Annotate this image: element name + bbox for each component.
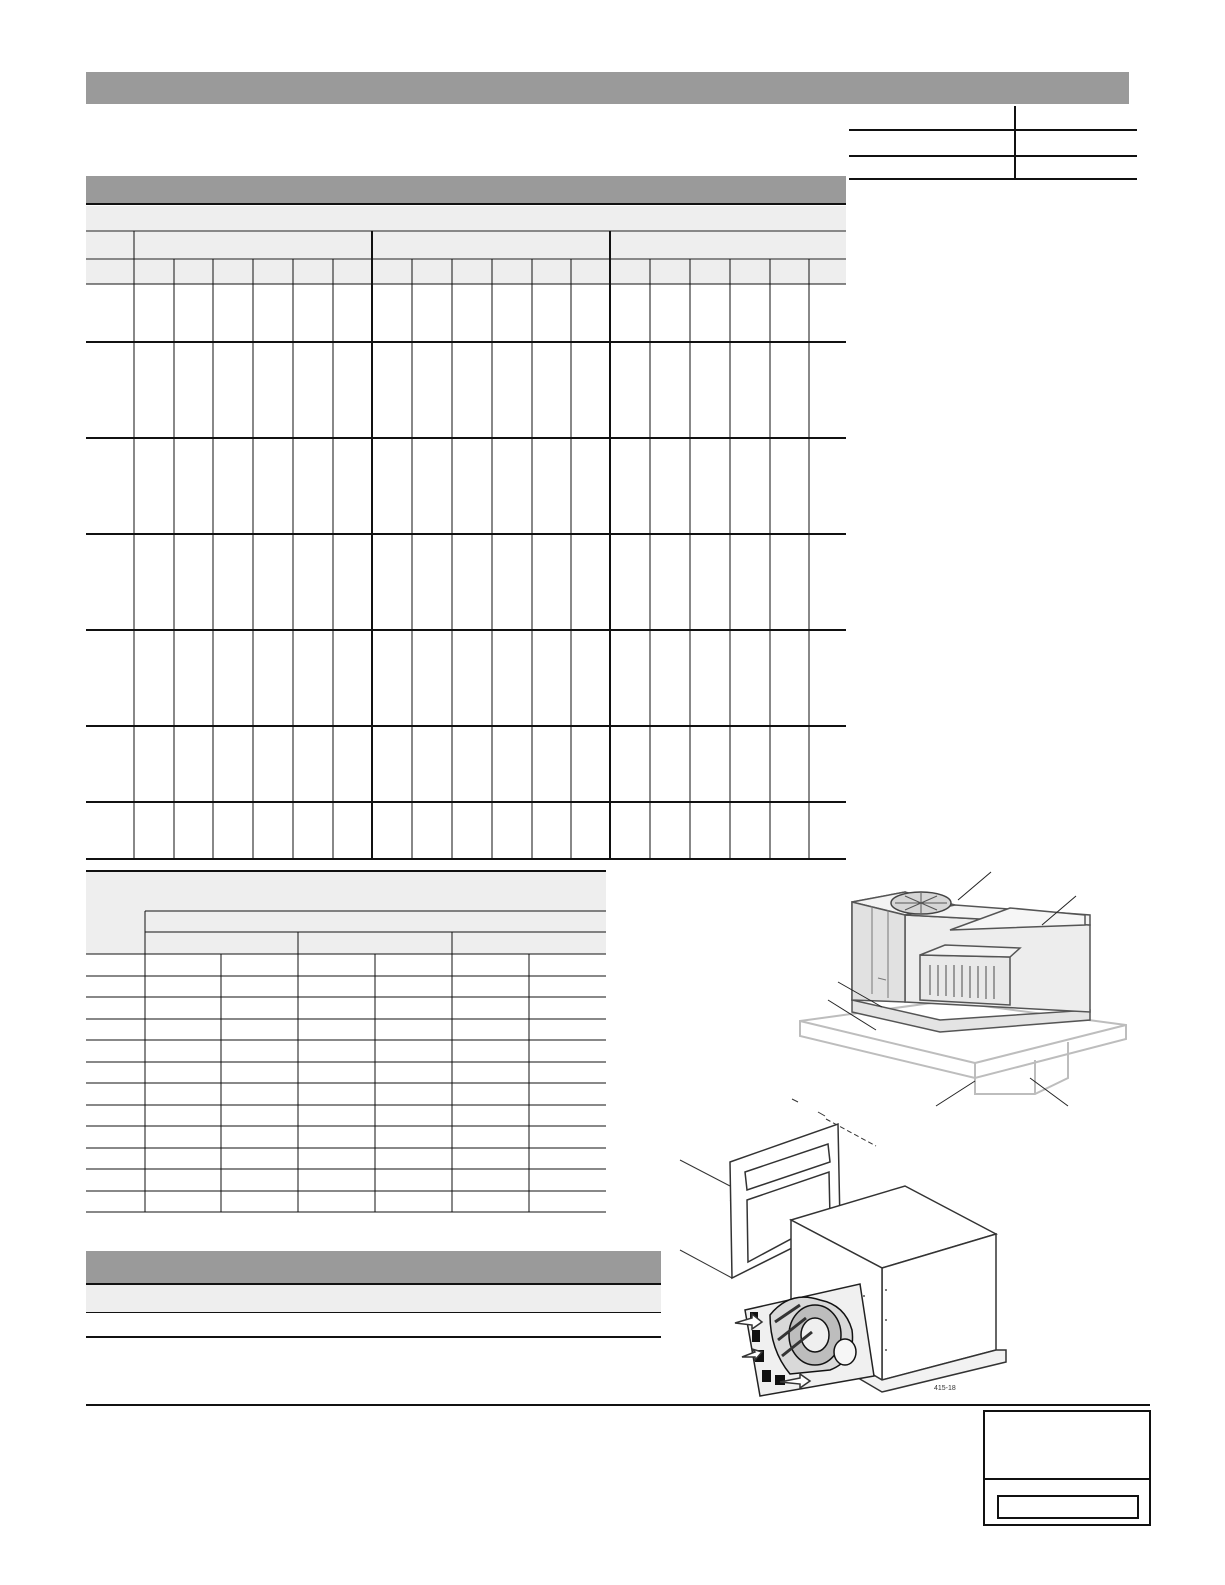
footer-box	[983, 1410, 1151, 1526]
footer-tag	[997, 1495, 1139, 1519]
footer-rule	[86, 1404, 1150, 1406]
figure-code-label: 415-18	[934, 1385, 956, 1392]
